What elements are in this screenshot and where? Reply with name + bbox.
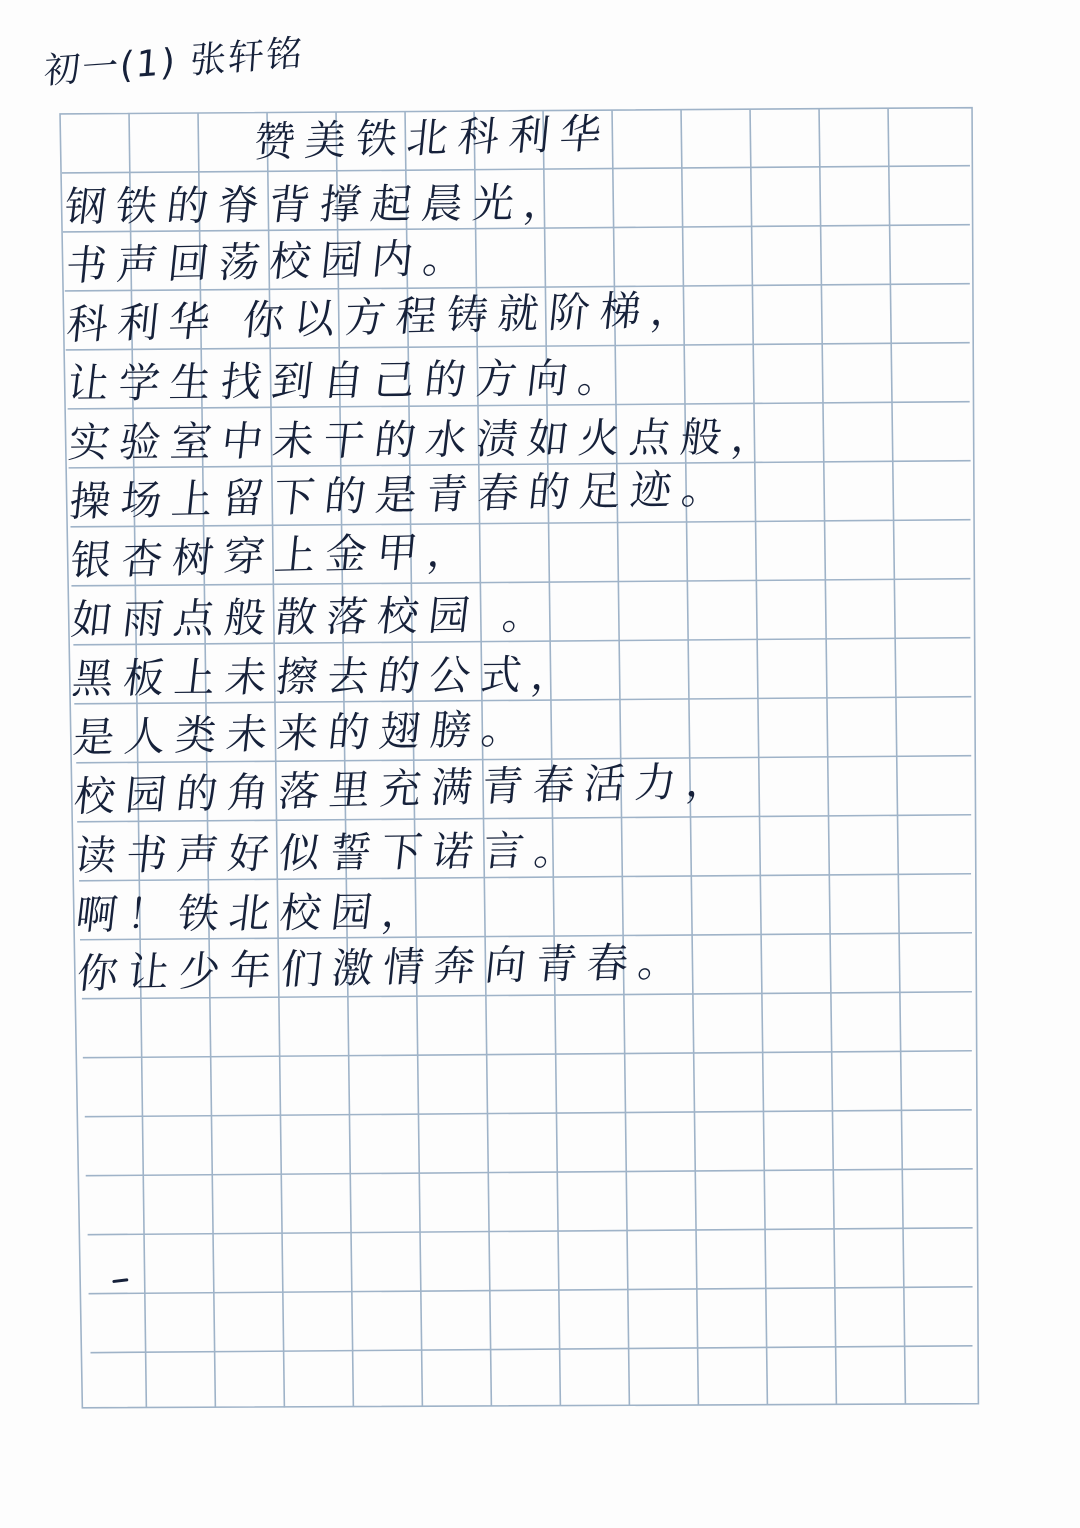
- poem-line-text: 书声回荡校园内。: [63, 233, 477, 290]
- poem-line-text: 读书声好似誓下诺言。: [72, 825, 588, 880]
- poem-line-text: 银杏树穿上金甲，: [68, 526, 481, 585]
- grid-paper-sheet: [58, 98, 995, 1430]
- poem-line: [62, 339, 969, 411]
- poem-line-text: 实验室中未干的水渍如火点般，: [65, 412, 786, 467]
- poem-line-text: 让学生找到自己的方向。: [65, 353, 632, 408]
- poem-line-text: 黑板上未擦去的公式，: [69, 649, 586, 703]
- student-name-handwriting: 初一(1) 张轩铭: [42, 32, 306, 93]
- poem-line-text: 操场上留下的是青春的足迹。: [67, 463, 736, 526]
- poem-line-text: 如雨点般散落校园 。: [68, 589, 557, 644]
- poem-line-text: 钢铁的脊背撑起晨光，: [62, 177, 578, 231]
- poem-line-text: 科利华 你以方程铸就阶梯，: [64, 284, 705, 349]
- poem-line-text: 校园的角落里充满青春活力，: [71, 756, 740, 821]
- poem-line-text: 啊！铁北校园，: [73, 887, 436, 939]
- poem-line-text: 你让少年们激情奔向青春。: [74, 936, 692, 998]
- poem-line-text: 是人类未来的翅膀。: [70, 704, 535, 762]
- poem-line: [69, 811, 976, 883]
- poem-title-text: 赞美铁北科利华: [251, 108, 614, 166]
- poem-line: [66, 575, 973, 647]
